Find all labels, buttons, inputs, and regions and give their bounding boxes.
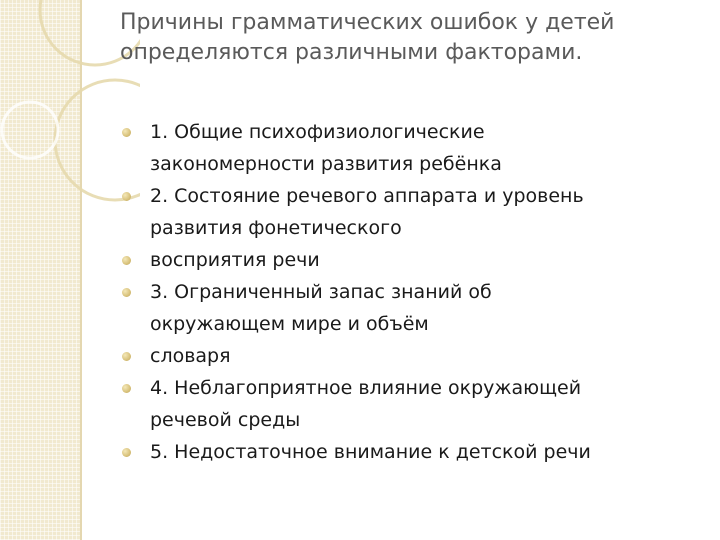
slide-title	[120, 8, 680, 68]
slide-title-line: Причины грамматических ошибок у детей	[120, 10, 615, 35]
bullet-dot-icon	[122, 288, 131, 297]
bullet-item	[120, 244, 680, 276]
bullet-item	[120, 436, 680, 468]
bullet-dot-icon	[122, 448, 131, 457]
bullet-text-line: закономерности развития ребёнка	[150, 153, 502, 175]
bullet-item	[120, 276, 680, 340]
bullet-text-line: речевой среды	[150, 409, 301, 431]
bullet-dot-icon	[122, 128, 131, 137]
bullet-dot-icon	[122, 352, 131, 361]
decorative-circles-icon	[0, 0, 140, 240]
bullet-dot-icon	[122, 192, 131, 201]
bullet-dot-icon	[122, 256, 131, 265]
bullet-list	[120, 116, 680, 468]
bullet-text-line: окружающем мире и объём	[150, 313, 429, 335]
bullet-text-line: словаря	[150, 345, 231, 367]
bullet-dot-icon	[122, 384, 131, 393]
bullet-text-line: 3. Ограниченный запас знаний об	[150, 281, 492, 303]
bullet-text-line: 5. Недостаточное внимание к детской речи	[150, 441, 591, 463]
bullet-text-line: развития фонетического	[150, 217, 402, 239]
bullet-text-line: 4. Неблагоприятное влияние окружающей	[150, 377, 582, 399]
bullet-text-line: восприятия речи	[150, 249, 320, 271]
bullet-item	[120, 372, 680, 436]
bullet-text-line: 2. Состояние речевого аппарата и уровень	[150, 185, 584, 207]
bullet-item	[120, 180, 680, 244]
bullet-text-line: 1. Общие психофизиологические	[150, 121, 485, 143]
bullet-item	[120, 116, 680, 180]
bullet-item	[120, 340, 680, 372]
slide-title-line: определяются различными факторами.	[120, 40, 583, 65]
